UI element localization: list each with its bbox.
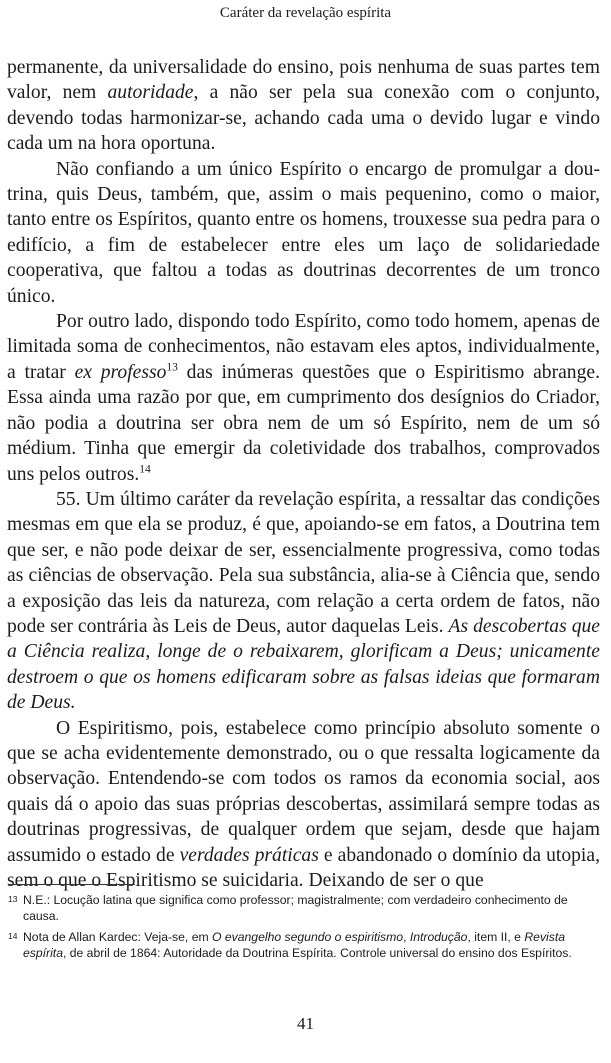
p3-text-a: Por outro lado, dispondo todo Espírito, como todo homem, apenas de limitada soma de conhecimentos, não estavam eles aptos, individualmente, a tratar <box>7 311 600 383</box>
paragraph-2: Não confiando a um único Espírito o encargo de promulgar a doutrina, quis Deus, também, que, assim o mais pequenino, como o maior, tanto entre os Espíritos, quanto entre os homens, trouxesse sua pedra para o edifício, a fim de estabelecer entre eles um laço de solidariedade cooperativa, que faltou a todas as doutrinas decorrentes de um tronco único. <box>7 158 600 307</box>
section-number: 55. <box>56 488 81 510</box>
footnote-13 <box>8 892 602 924</box>
p1-text-a: permanente, da universalidade do ensino, pois nenhuma de suas partes tem valor, nem <box>7 57 600 104</box>
footnote-14 <box>8 929 602 961</box>
p3-emphasis: ex professo <box>74 361 167 383</box>
footnote-mark: 13 <box>8 894 18 904</box>
footnote-text-d: , de abril de 1864: Autoridade da Doutrina Espírita. Controle universal do ensino dos Espíritos. <box>62 946 572 960</box>
p5-text-a: O Espiritismo, pois, estabelece como princípio absoluto somente o que se acha evidentemente demonstrado, ou o que ressalta logicamente da observação. Entendendo-se com todos os ramos da economia social, aos quais dá o apoio das suas próprias descobertas, assimilará sempre todas as doutrinas progressivas, de qualquer ordem que sejam, desde que hajam assumido o estado de <box>7 717 600 866</box>
p1-text-b: , a não ser pela sua conexão com o conjunto, devendo todas harmonizar-se, achando cada uma o devido lugar e vindo cada um na hora oportuna. <box>7 82 600 155</box>
p4-emphasis: As descobertas que a Ciência realiza, longe de o rebaixarem, glorificam a Deus; unicamente destroem o que os homens edificaram sobre as falsas ideias que formaram de Deus. <box>7 615 600 714</box>
p1-emphasis: autoridade <box>107 82 194 104</box>
p4-text-a: Um último caráter da revelação espírita, a ressaltar das condições mesmas em que ela se produz, é que, apoiando-se em fatos, a Doutrina tem que ser, e não pode deixar de ser, essencialmente progressiva, como todas as ciências de observação. Pela sua substância, alia-se à Ciência que, sendo a exposição das leis da natureza, com relação a certa ordem de fatos, não pode ser contrária às Leis de Deus, autor daquelas Leis. <box>7 488 600 637</box>
footnote-mark: 14 <box>8 931 18 941</box>
p5-text-b: e abandonado o domínio da utopia, sem o que o Espiritismo se suicidaria. Deixando de ser o que <box>7 844 600 891</box>
footnote-ref-14[interactable]: 14 <box>139 462 151 475</box>
footnote-divider <box>8 884 135 885</box>
footnote-section-title: Introdução <box>409 930 468 944</box>
page-number: 41 <box>297 1014 314 1033</box>
footnote-text: N.E.: Locução latina que significa como professor; magistralmente; com verdadeiro conhecimento de causa. <box>23 893 568 923</box>
paragraph-4 <box>7 487 600 716</box>
paragraph-3 <box>7 309 600 487</box>
paragraph-1 <box>7 55 600 157</box>
footnotes <box>8 892 602 966</box>
p3-text-b: das inúmeras questões que o Espiritismo abrange. Essa ainda uma razão por que, em cumprimento dos desígnios do Criador, não podia a doutrina ser obra nem de um só Espírito, nem de um só médium. Tinha que emergir da coletividade dos trabalhos, comprovados uns pelos outros. <box>7 361 600 485</box>
footnote-text-b: , <box>403 930 410 944</box>
p5-emphasis: verdades práticas <box>179 844 319 866</box>
footnote-book-title: O evangelho segundo o espiritismo <box>212 930 404 944</box>
footnote-text-c: , item II, e <box>467 930 525 944</box>
main-text <box>7 55 600 893</box>
paragraph-5 <box>7 716 600 894</box>
running-head: Caráter da revelação espírita <box>219 5 392 21</box>
footnote-journal-title: Revista espírita <box>23 930 565 960</box>
footnote-ref-13[interactable]: 13 <box>166 361 178 374</box>
footnote-text-a: Nota de Allan Kardec: Veja-se, em <box>23 930 213 944</box>
